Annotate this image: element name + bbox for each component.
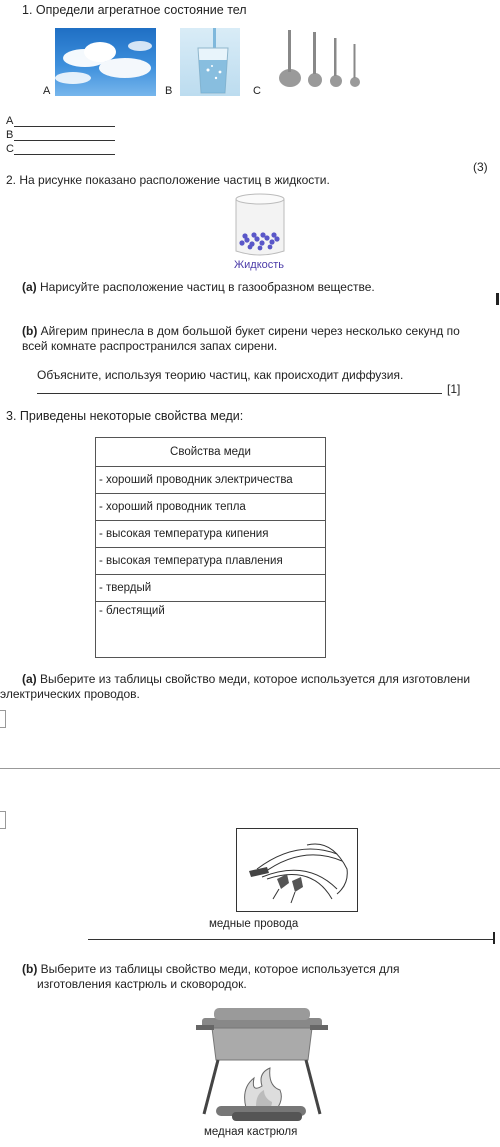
liquid-caption: Жидкость <box>234 259 285 271</box>
answer-box-edge[interactable] <box>0 710 6 728</box>
q2b-line1 <box>22 324 460 338</box>
q1-title: 1. Определи агрегатное состояние тел <box>22 3 247 17</box>
copper-wires-image <box>236 828 358 912</box>
answer-a-label: A <box>6 115 14 127</box>
q2-title: 2. На рисунке показано расположение частиц в жидкости. <box>6 173 330 187</box>
table-row: - высокая температура кипения <box>96 521 326 548</box>
wires-icon <box>237 829 357 911</box>
margin-mark-2 <box>493 932 495 944</box>
answer-c-line[interactable] <box>14 154 115 155</box>
margin-mark <box>496 293 499 305</box>
label-c: C <box>253 85 261 97</box>
copper-pot-icon <box>196 998 328 1124</box>
q2b-text-line2: всей комнате распространился запах сирени. <box>22 339 278 353</box>
wires-caption: медные провода <box>209 918 299 930</box>
q2-mark: [1] <box>447 382 461 396</box>
sky-clouds-image <box>55 28 156 96</box>
pot-caption: медная кастрюля <box>204 1126 298 1138</box>
answer-box-edge-2[interactable] <box>0 811 6 829</box>
q2a-text <box>22 280 375 294</box>
clouds-icon <box>55 28 156 96</box>
water-glass-image <box>180 28 240 96</box>
label-a: A <box>43 85 51 97</box>
q2b-text-line1: Айгерим принесла в дом большой букет сирени через несколько секунд по <box>37 324 460 338</box>
table-row: - хороший проводник тепла <box>96 494 326 521</box>
table-header: Свойства меди <box>96 438 326 467</box>
table-row: - высокая температура плавления <box>96 548 326 575</box>
table-row: - хороший проводник электричества <box>96 467 326 494</box>
liquid-beaker-icon <box>232 191 288 259</box>
q3a-line1 <box>22 672 470 686</box>
q3a-caption-line[interactable] <box>88 939 493 940</box>
glass-icon <box>180 28 240 96</box>
q3a-answer-line[interactable] <box>0 768 500 769</box>
q1-score: (3) <box>473 160 488 174</box>
table-row: - блестящий <box>96 602 326 658</box>
answer-a-line[interactable] <box>14 126 115 127</box>
q3a-text-line2: электрических проводов. <box>0 687 140 701</box>
copper-properties-table <box>95 437 326 658</box>
q3a-text-line1: Выберите из таблицы свойство меди, которое используется для изготовлени <box>36 672 471 686</box>
q3-title: 3. Приведены некоторые свойства меди: <box>6 409 244 423</box>
q3b-marker: (b) <box>22 962 38 976</box>
spoons-icon <box>278 26 370 92</box>
answer-b-label: B <box>6 129 14 141</box>
q2a-question: Нарисуйте расположение частиц в газообразном веществе. <box>36 280 375 294</box>
q2-explain: Объясните, используя теорию частиц, как происходит диффузия. <box>37 368 404 382</box>
q3a-marker: (a) <box>22 672 37 686</box>
q3b-line1 <box>22 962 400 976</box>
q3b-text-line1: Выберите из таблицы свойство меди, которое используется для <box>37 962 400 976</box>
answer-b-line[interactable] <box>14 140 115 141</box>
label-b: B <box>165 85 173 97</box>
q3b-text-line2: изготовления кастрюль и сковородок. <box>37 977 247 991</box>
q2b-marker: (b) <box>22 324 38 338</box>
q2-answer-line[interactable] <box>37 393 442 394</box>
table-row: - твердый <box>96 575 326 602</box>
answer-c-label: C <box>6 143 14 155</box>
q2a-marker: (a) <box>22 280 37 294</box>
